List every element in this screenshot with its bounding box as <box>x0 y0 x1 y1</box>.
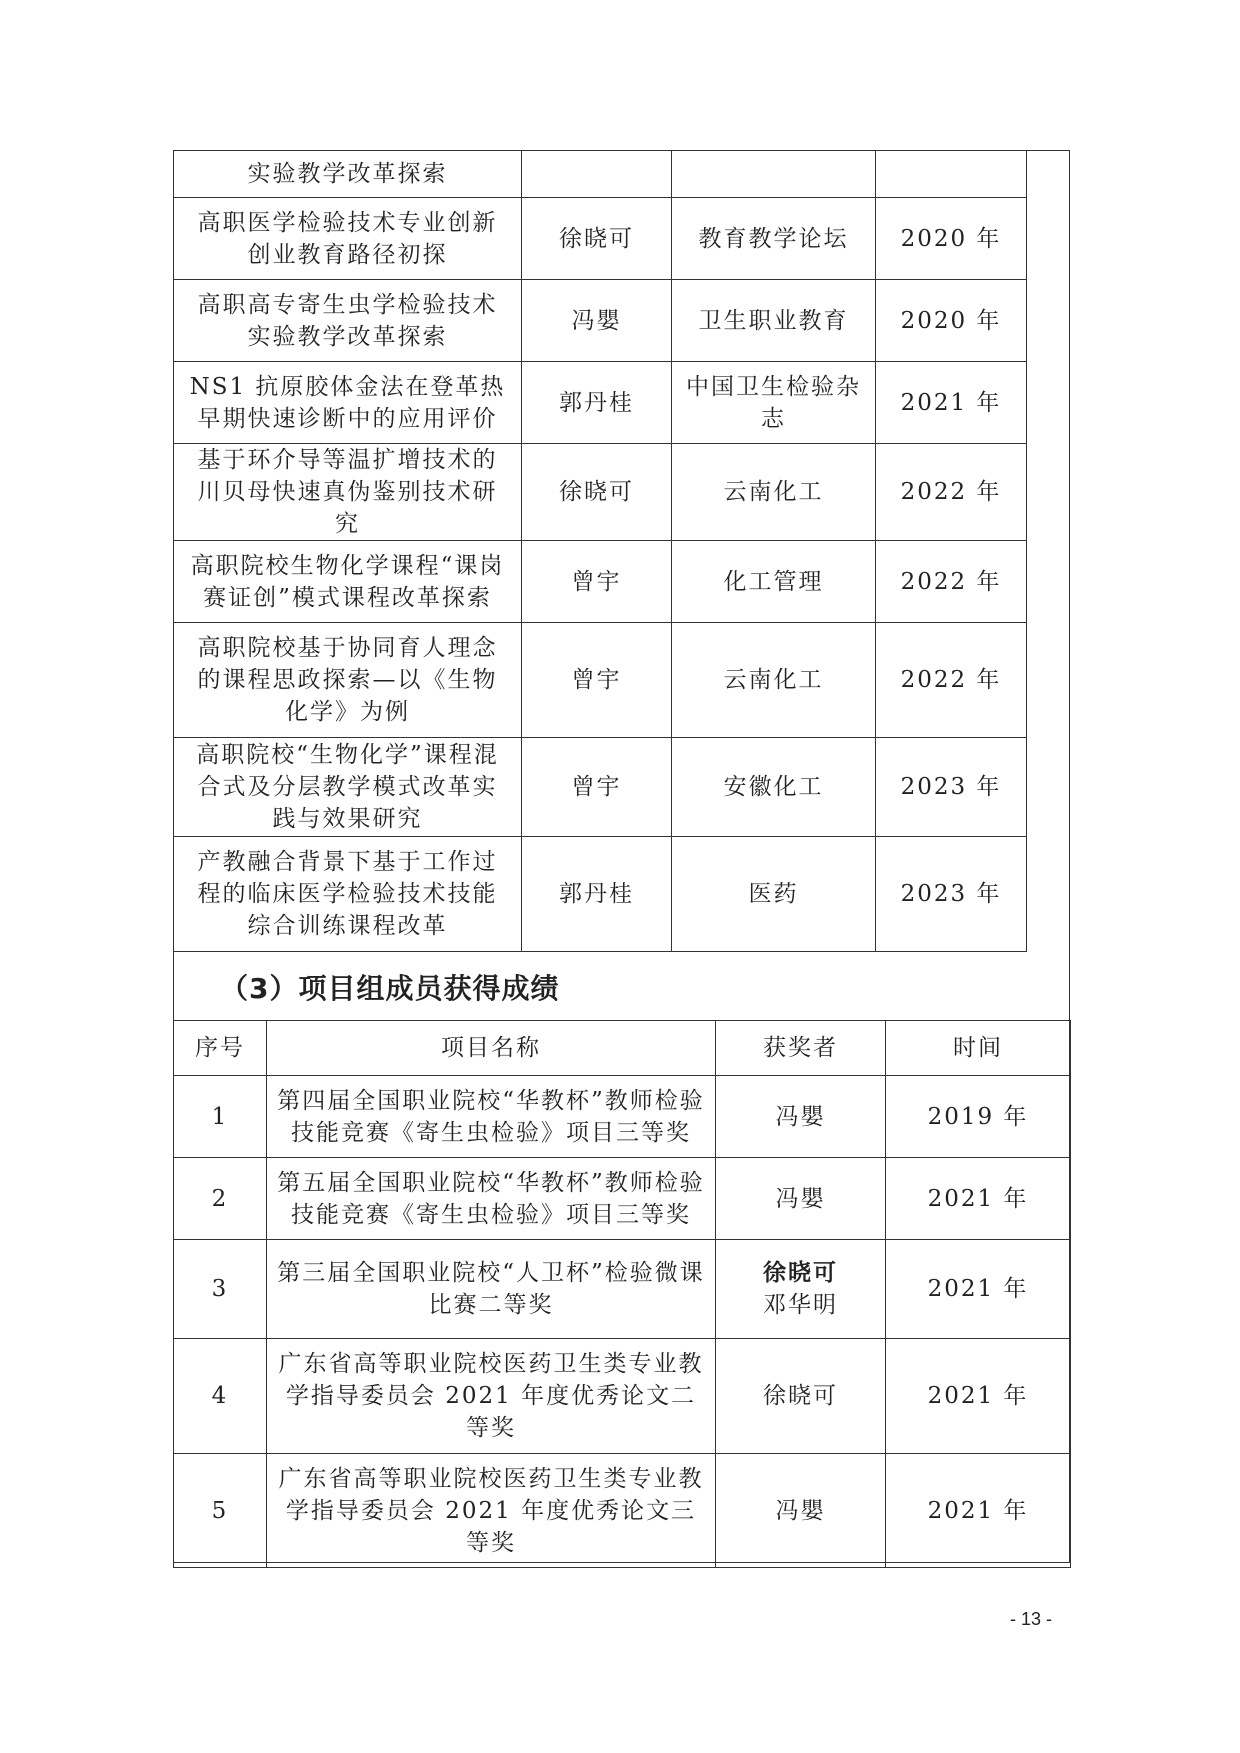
paper-author: 冯嬰 <box>522 280 672 362</box>
award-name: 第五届全国职业院校“华教杯”教师检验技能竞赛《寄生虫检验》项目三等奖 <box>267 1158 716 1240</box>
section-heading: （3）项目组成员获得成绩 <box>220 972 560 1005</box>
award-name: 广东省高等职业院校医药卫生类专业教学指导委员会 2021 年度优秀论文三等奖 <box>267 1454 716 1568</box>
paper-title: NS1 抗原胶体金法在登革热早期快速诊断中的应用评价 <box>174 362 522 444</box>
papers-table <box>173 150 1027 952</box>
header-name: 项目名称 <box>267 1021 716 1076</box>
paper-author: 曾宇 <box>522 541 672 623</box>
paper-journal <box>672 151 876 198</box>
table-header-row <box>174 1021 1071 1076</box>
paper-title: 实验教学改革探索 <box>174 151 522 198</box>
table-row <box>174 362 1027 444</box>
award-winner-cell <box>716 1240 886 1339</box>
paper-journal: 教育教学论坛 <box>672 198 876 280</box>
paper-title: 基于环介导等温扩增技术的川贝母快速真伪鉴别技术研究 <box>174 444 522 541</box>
paper-author <box>522 151 672 198</box>
award-no: 3 <box>174 1240 267 1339</box>
award-winner: 徐晓可 <box>716 1339 886 1454</box>
paper-journal: 云南化工 <box>672 444 876 541</box>
table-row <box>174 623 1027 738</box>
award-time: 2021 年 <box>886 1339 1071 1454</box>
award-time: 2021 年 <box>886 1240 1071 1339</box>
paper-author: 郭丹桂 <box>522 837 672 952</box>
award-winner: 冯嬰 <box>716 1454 886 1568</box>
award-winner: 徐晓可 <box>763 1259 838 1286</box>
paper-journal: 化工管理 <box>672 541 876 623</box>
paper-year: 2022 年 <box>876 541 1027 623</box>
table-row <box>174 837 1027 952</box>
paper-journal: 医药 <box>672 837 876 952</box>
paper-journal: 云南化工 <box>672 623 876 738</box>
award-time: 2019 年 <box>886 1076 1071 1158</box>
paper-year <box>876 151 1027 198</box>
paper-year: 2023 年 <box>876 738 1027 837</box>
page-number: - 13 - <box>1010 1609 1053 1629</box>
paper-title: 产教融合背景下基于工作过程的临床医学检验技术技能综合训练课程改革 <box>174 837 522 952</box>
award-no: 5 <box>174 1454 267 1568</box>
paper-journal: 安徽化工 <box>672 738 876 837</box>
header-no: 序号 <box>174 1021 267 1076</box>
paper-title: 高职院校生物化学课程“课岗赛证创”模式课程改革探索 <box>174 541 522 623</box>
table-row <box>174 444 1027 541</box>
award-no: 4 <box>174 1339 267 1454</box>
award-name: 第四届全国职业院校“华教杯”教师检验技能竞赛《寄生虫检验》项目三等奖 <box>267 1076 716 1158</box>
paper-author: 徐晓可 <box>522 198 672 280</box>
award-winner-secondary: 邓华明 <box>763 1292 838 1318</box>
paper-title: 高职高专寄生虫学检验技术实验教学改革探索 <box>174 280 522 362</box>
table-row <box>174 280 1027 362</box>
award-no: 1 <box>174 1076 267 1158</box>
paper-author: 郭丹桂 <box>522 362 672 444</box>
paper-year: 2022 年 <box>876 623 1027 738</box>
paper-year: 2022 年 <box>876 444 1027 541</box>
award-time: 2021 年 <box>886 1454 1071 1568</box>
award-no: 2 <box>174 1158 267 1240</box>
paper-year: 2023 年 <box>876 837 1027 952</box>
award-winner: 冯嬰 <box>716 1158 886 1240</box>
award-name: 第三届全国职业院校“人卫杯”检验微课比赛二等奖 <box>267 1240 716 1339</box>
award-winner: 冯嬰 <box>716 1076 886 1158</box>
table-row <box>174 198 1027 280</box>
table-row <box>174 1339 1071 1454</box>
header-time: 时间 <box>886 1021 1071 1076</box>
award-time: 2021 年 <box>886 1158 1071 1240</box>
paper-journal: 中国卫生检验杂志 <box>672 362 876 444</box>
paper-author: 曾宇 <box>522 623 672 738</box>
header-winner: 获奖者 <box>716 1021 886 1076</box>
awards-table <box>173 1020 1071 1568</box>
table-row <box>174 1158 1071 1240</box>
paper-title: 高职院校基于协同育人理念的课程思政探索—以《生物化学》为例 <box>174 623 522 738</box>
paper-author: 徐晓可 <box>522 444 672 541</box>
table-row <box>174 1454 1071 1568</box>
paper-year: 2021 年 <box>876 362 1027 444</box>
table-row <box>174 151 1027 198</box>
table-row <box>174 1240 1071 1339</box>
paper-year: 2020 年 <box>876 198 1027 280</box>
paper-journal: 卫生职业教育 <box>672 280 876 362</box>
paper-author: 曾宇 <box>522 738 672 837</box>
paper-year: 2020 年 <box>876 280 1027 362</box>
table-row <box>174 738 1027 837</box>
paper-title: 高职医学检验技术专业创新创业教育路径初探 <box>174 198 522 280</box>
paper-title: 高职院校“生物化学”课程混合式及分层教学模式改革实践与效果研究 <box>174 738 522 837</box>
table-row <box>174 541 1027 623</box>
table-row <box>174 1076 1071 1158</box>
award-name: 广东省高等职业院校医药卫生类专业教学指导委员会 2021 年度优秀论文二等奖 <box>267 1339 716 1454</box>
